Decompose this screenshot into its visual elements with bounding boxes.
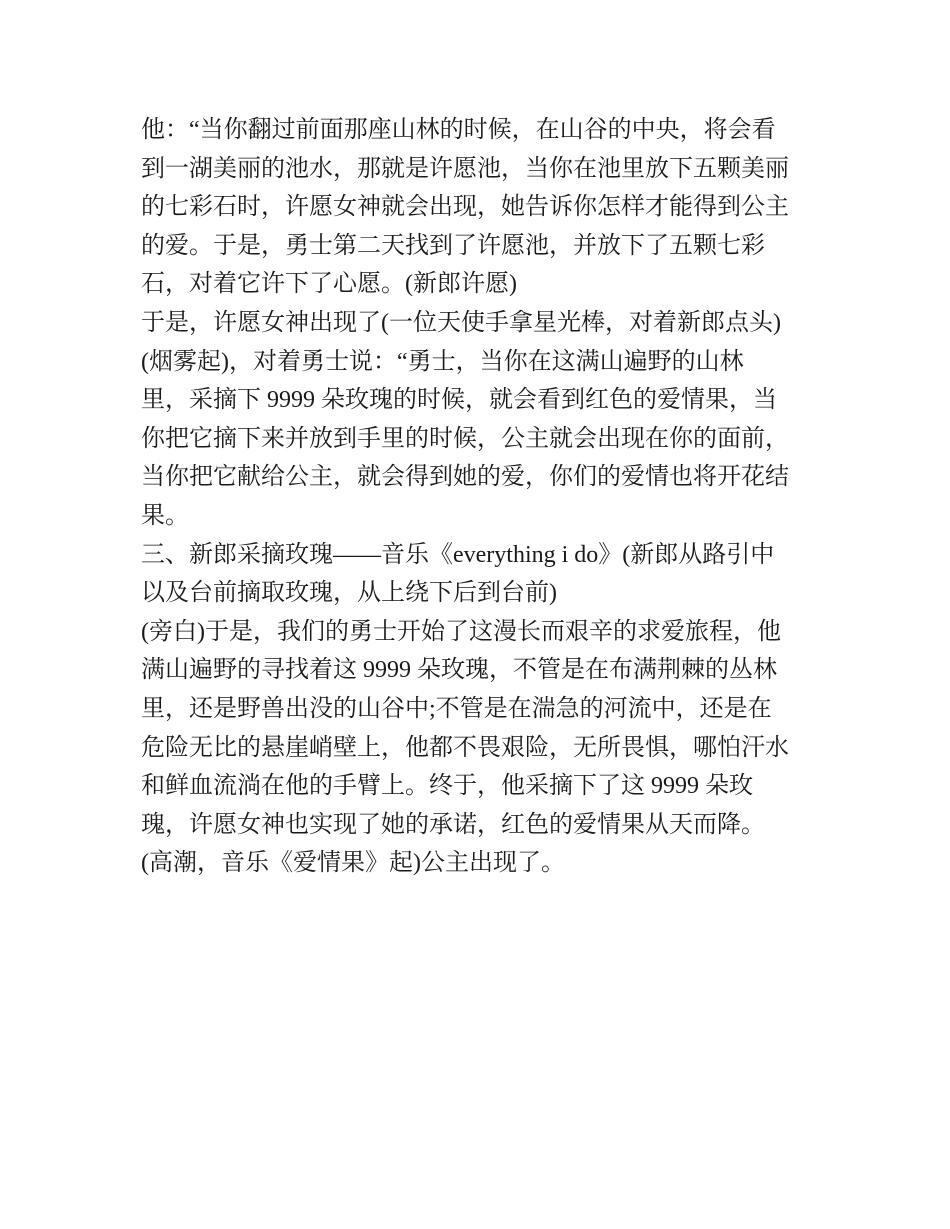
text-line: 危险无比的悬崖峭壁上，他都不畏艰险，无所畏惧，哪怕汗水 [141, 734, 789, 761]
text-line: 石，对着它许下了心愿。(新郎许愿) [141, 271, 517, 298]
text-line: 满山遍野的寻找着这 9999 朵玫瑰，不管是在布满荆棘的丛林 [141, 657, 777, 684]
text-line: 以及台前摘取玫瑰，从上绕下后到台前) [141, 580, 557, 607]
text-line: 里，还是野兽出没的山谷中;不管是在湍急的河流中，还是在 [141, 695, 772, 722]
text-line: (烟雾起)，对着勇士说：“勇士，当你在这满山遍野的山林 [141, 348, 744, 375]
text-line: (旁白)于是，我们的勇士开始了这漫长而艰辛的求爱旅程，他 [141, 618, 781, 645]
body-text [141, 111, 821, 883]
text-line: 果。 [141, 502, 189, 529]
text-line: 和鲜血流淌在他的手臂上。终于，他采摘下了这 9999 朵玫 [141, 773, 753, 800]
text-line: 的七彩石时，许愿女神就会出现，她告诉你怎样才能得到公主 [141, 194, 789, 221]
text-line: 你把它摘下来并放到手里的时候，公主就会出现在你的面前， [141, 425, 789, 452]
text-line: 他：“当你翻过前面那座山林的时候，在山谷的中央，将会看 [141, 117, 776, 143]
text-line: 到一湖美丽的池水，那就是许愿池，当你在池里放下五颗美丽 [141, 155, 789, 182]
text-line: 当你把它献给公主，就会得到她的爱，你们的爱情也将开花结 [141, 464, 789, 491]
text-line: 于是，许愿女神出现了(一位天使手拿星光棒，对着新郎点头) [141, 309, 781, 336]
text-line: 瑰，许愿女神也实现了她的承诺，红色的爱情果从天而降。 [141, 811, 765, 838]
text-line: 里，采摘下 9999 朵玫瑰的时候，就会看到红色的爱情果，当 [141, 387, 777, 414]
text-line: 的爱。于是，勇士第二天找到了许愿池，并放下了五颗七彩 [141, 232, 765, 259]
text-line: (高潮，音乐《爱情果》起)公主出现了。 [141, 850, 565, 877]
section-heading: 三、新郎采摘玫瑰——音乐《everything i do》(新郎从路引中 [141, 541, 775, 568]
